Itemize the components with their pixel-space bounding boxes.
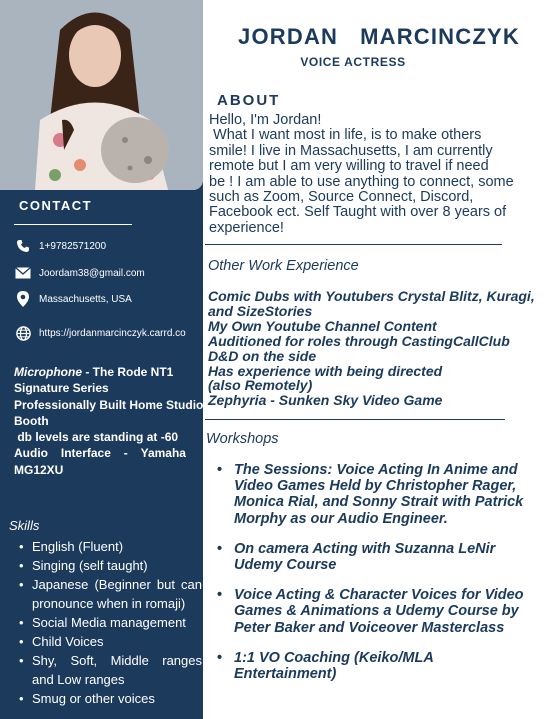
workshop-line: • The Sessions: Voice Acting In Anime and	[234, 462, 518, 478]
email-address: Joordam38@gmail.com	[39, 267, 145, 279]
workshop-item	[214, 541, 550, 573]
experience-line: My Own Youtube Channel Content	[208, 317, 437, 334]
contact-email[interactable]	[14, 265, 145, 281]
about-line: smile! I live in Massachusetts, I am currently	[209, 142, 493, 159]
skill-word: can	[181, 577, 202, 592]
workshops-list	[214, 462, 550, 696]
skill-item: • Singing (self taught)	[14, 556, 202, 575]
experience-line: (also Remotely)	[208, 377, 313, 394]
about-line: What I want most in life, is to make others	[209, 127, 482, 144]
contact-divider	[14, 224, 132, 225]
workshops-heading: Workshops	[206, 431, 279, 447]
skill-word: Middle	[110, 653, 149, 668]
workshop-line: • Voice Acting & Character Voices for Video	[234, 587, 524, 604]
experience-line: Has experience with being directed	[208, 362, 443, 379]
workshop-line: • On camera Acting with Suzanna LeNir	[234, 540, 496, 557]
microphone-value: - The Rode NT1	[82, 365, 174, 379]
phone-icon	[14, 238, 32, 254]
about-line: such as Zoom, Source Connect, Discord,	[209, 189, 474, 206]
skill-line: and Low ranges	[32, 672, 125, 687]
experience-line: Zephyria - Sunken Sky Video Game	[208, 392, 443, 409]
workshop-line: Udemy Course	[234, 557, 337, 574]
workshop-line: Peter Baker and Voiceover Masterclass	[234, 619, 505, 636]
about-line: experience!	[209, 219, 284, 236]
workshop-line: Video Games Held by Christopher Rager,	[234, 478, 517, 495]
skill-item: • Social Media management	[14, 613, 202, 632]
skill-item: • English (Fluent)	[14, 537, 202, 556]
experience-line: D&D on the side	[208, 347, 317, 364]
about-line: Facebook ect. Self Taught with over 8 years of	[209, 204, 507, 221]
equipment-section	[14, 364, 204, 478]
contact-location	[14, 291, 132, 307]
microphone-label: Microphone	[14, 365, 82, 379]
about-heading: ABOUT	[217, 92, 281, 109]
skill-line	[32, 651, 202, 670]
skill-word: • Japanese	[32, 577, 89, 592]
skill-word: (Beginner	[94, 577, 151, 592]
equipment-line: Booth	[14, 413, 49, 428]
contact-website[interactable]	[14, 325, 186, 341]
skill-line	[32, 575, 202, 594]
globe-icon	[14, 325, 32, 341]
equipment-line: Signature Series	[14, 381, 109, 396]
about-line: remote but I am very willing to travel if need	[209, 158, 489, 175]
workshop-line: Morphy as our Audio Engineer.	[234, 510, 448, 527]
audio-interface-line	[14, 445, 186, 461]
audio-interface-word: Interface	[60, 446, 111, 461]
workshop-line: Monica Rial, and Sonny Strait with Patrick	[234, 494, 524, 511]
skills-list	[14, 537, 202, 708]
last-name: MARCINCZYK	[360, 24, 520, 49]
workshop-item	[214, 650, 550, 682]
about-line: be ! I am able to use anything to connect, some	[209, 173, 514, 190]
contact-heading: CONTACT	[19, 198, 93, 213]
website-link: https://jordanmarcinczyk.carrd.co	[39, 327, 186, 339]
mail-icon	[14, 265, 32, 281]
equipment-line: db levels are standing at -60	[14, 430, 179, 445]
sidebar	[0, 0, 203, 719]
audio-interface-word: Yamaha	[140, 446, 186, 461]
about-text	[209, 113, 549, 236]
location-text: Massachusetts, USA	[39, 293, 132, 305]
other-experience-list	[208, 289, 548, 408]
skill-item	[14, 575, 202, 613]
skill-word: Soft,	[70, 653, 98, 668]
skill-item	[14, 651, 202, 689]
equipment-line: Professionally Built Home Studio	[14, 397, 204, 412]
about-line: Hello, I'm Jordan!	[209, 112, 322, 128]
workshop-item	[214, 587, 550, 636]
audio-interface-word: Audio	[14, 446, 48, 461]
workshop-line: • 1:1 VO Coaching (Keiko/MLA	[234, 649, 434, 666]
workshop-line: Games & Animations a Udemy Course by	[234, 603, 519, 620]
equipment-line: MG12XU	[14, 462, 64, 477]
microphone-line	[14, 364, 186, 380]
contact-phone[interactable]	[14, 238, 106, 254]
workshop-line: Entertainment)	[234, 666, 337, 683]
skill-word: ranges	[162, 653, 202, 668]
workshop-item	[214, 462, 550, 527]
skills-heading: Skills	[9, 518, 40, 533]
skill-word: but	[156, 577, 175, 592]
skill-item: • Smug or other voices	[14, 689, 202, 708]
experience-line: Auditioned for roles through CastingCallClub	[208, 332, 510, 349]
audio-interface-word: -	[123, 446, 128, 461]
location-pin-icon	[14, 291, 32, 307]
skill-item: • Child Voices	[14, 632, 202, 651]
phone-number: 1+9782571200	[39, 240, 107, 252]
experience-line: Comic Dubs with Youtubers Crystal Blitz, Kuragi,	[208, 288, 535, 304]
experience-line: and SizeStories	[208, 302, 313, 319]
job-title: VOICE ACTRESS	[300, 55, 406, 69]
first-name: JORDAN	[238, 24, 339, 49]
name-heading	[203, 24, 555, 50]
skill-word: • Shy,	[32, 653, 58, 668]
profile-photo	[0, 0, 203, 190]
section-divider	[205, 419, 505, 420]
skill-line: pronounce when in romaji)	[32, 596, 186, 611]
other-experience-heading: Other Work Experience	[208, 258, 359, 274]
section-divider	[205, 244, 502, 245]
